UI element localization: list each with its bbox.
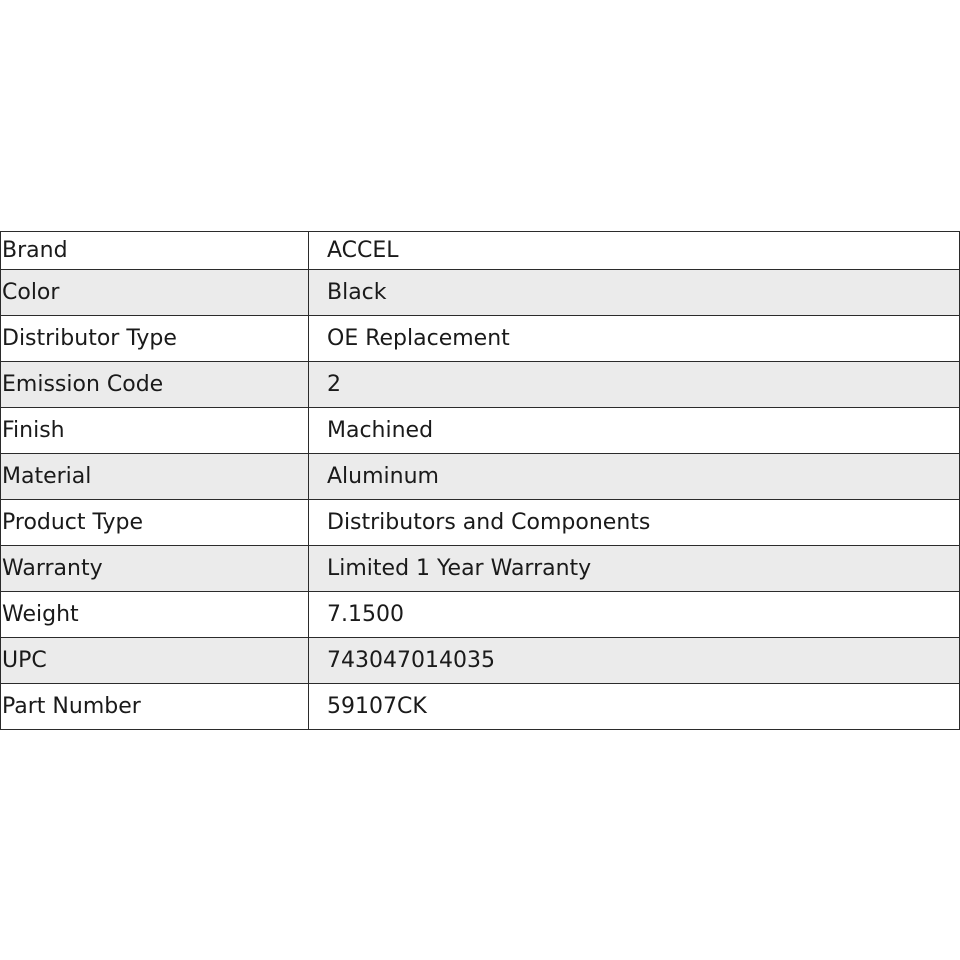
spec-value: 59107CK bbox=[309, 684, 960, 730]
spec-value: Limited 1 Year Warranty bbox=[309, 546, 960, 592]
spec-value: 7.1500 bbox=[309, 592, 960, 638]
spec-label: Brand bbox=[1, 232, 309, 270]
spec-label: Distributor Type bbox=[1, 316, 309, 362]
spec-value: Machined bbox=[309, 408, 960, 454]
spec-row-product-type bbox=[1, 500, 960, 546]
spec-value: Aluminum bbox=[309, 454, 960, 500]
spec-value: ACCEL bbox=[309, 232, 960, 270]
spec-row-warranty bbox=[1, 546, 960, 592]
spec-label: Warranty bbox=[1, 546, 309, 592]
spec-row-color bbox=[1, 270, 960, 316]
spec-value: 2 bbox=[309, 362, 960, 408]
spec-row-material bbox=[1, 454, 960, 500]
spec-label: Finish bbox=[1, 408, 309, 454]
product-spec-table bbox=[0, 231, 960, 730]
spec-value: Black bbox=[309, 270, 960, 316]
spec-value: OE Replacement bbox=[309, 316, 960, 362]
spec-label: Part Number bbox=[1, 684, 309, 730]
spec-row-upc bbox=[1, 638, 960, 684]
spec-value: 743047014035 bbox=[309, 638, 960, 684]
spec-label: Product Type bbox=[1, 500, 309, 546]
spec-label: Material bbox=[1, 454, 309, 500]
spec-row-distributor-type bbox=[1, 316, 960, 362]
spec-value: Distributors and Components bbox=[309, 500, 960, 546]
spec-row-part-number bbox=[1, 684, 960, 730]
spec-label: Color bbox=[1, 270, 309, 316]
spec-row-finish bbox=[1, 408, 960, 454]
spec-row-emission-code bbox=[1, 362, 960, 408]
spec-label: UPC bbox=[1, 638, 309, 684]
spec-label: Emission Code bbox=[1, 362, 309, 408]
spec-row-weight bbox=[1, 592, 960, 638]
spec-row-brand bbox=[1, 232, 960, 270]
spec-label: Weight bbox=[1, 592, 309, 638]
